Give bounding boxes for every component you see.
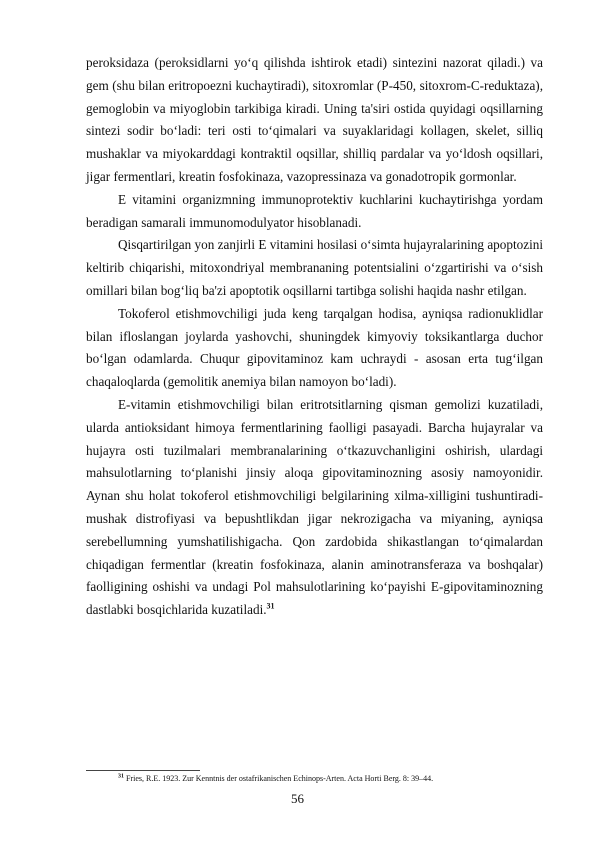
paragraph-with-footnote bbox=[86, 394, 543, 622]
footnote-number: 31 bbox=[118, 773, 124, 780]
footnote bbox=[118, 773, 543, 784]
footnote-divider bbox=[86, 770, 200, 771]
paragraph: Qisqartirilgan yon zanjirli E vitamini hosilasi o‘simta hujayralarining apoptozini keltirib chiqarishi, mitoxondriyal membrananing potentsialini o‘zgartirishi va o‘sish omillari bilan bog‘liq ba'zi apoptotik oqsillarni tartibga solishi haqida nashr etilgan. bbox=[86, 237, 543, 298]
paragraph: E vitamini organizmning immunoprotektiv kuchlarini kuchaytirishga yordam beradigan samarali immunomodulyator hisoblanadi. bbox=[86, 191, 543, 230]
page-number: 56 bbox=[291, 791, 304, 806]
footnote-text: Fries, R.E. 1923. Zur Kenntnis der ostafrikanischen Echinops-Arten. Acta Horti Berg. 8: 39–44. bbox=[126, 774, 434, 783]
footnote-reference[interactable]: 31 bbox=[266, 601, 275, 611]
paragraph: peroksidaza (peroksidlarni yo‘q qilishda ishtirok etadi) sintezini nazorat qiladi.) va gem (shu bilan eritropoezni kuchaytiradi), sitoxromlar (P-450, sitoxrom-C-reduktaza), gemoglobin va miyoglobin tarkibiga kiradi. Uning ta'siri ostida quyidagi oqsillarning sintezi sodir bo‘ladi: teri osti to‘qimalari va suyaklaridagi kollagen, skelet, silliq mushaklar va miyokarddagi kontraktil oqsillar, shilliq pardalar va yo‘ldosh oqsillari, jigar fermentlari, kreatin fosfokinaza, vazopressinaza va gonadotropik gormonlar. bbox=[86, 55, 543, 184]
document-body bbox=[86, 52, 543, 622]
paragraph-text: E-vitamin etishmovchiligi bilan eritrotsitlarning qisman gemolizi kuzatiladi, ularda antioksidant himoya fermentlarining faolligi pasayadi. Barcha hujayralar va hujayra osti tuzilmalari membranalarining o‘tkazuvchanligini oshirish, ulardagi mahsulotlarning to‘planishi jinsiy aloqa gipovitaminozning asosiy namoyonidir. Aynan shu holat tokoferol etishmovchiligi belgilarining xilma-xilligini tushuntiradi-mushak distrofiyasi va bepushtlikdan jigar nekrozigacha va miyaning, ayniqsa serebellumning yumshatilishigacha. Qon zardobida shikastlangan to‘qimalardan chiqadigan fermentlar (kreatin fosfokinaza, alanin aminotransferaza va boshqalar) faolligining oshishi va undagi Pol mahsulotlarining ko‘payishi E-gipovitaminozning dastlabki bosqichlarida kuzatiladi. bbox=[86, 396, 543, 618]
paragraph: Tokoferol etishmovchiligi juda keng tarqalgan hodisa, ayniqsa radionuklidlar bilan ifloslangan joylarda yashovchi, shuningdek kimyoviy toksikantlarga duchor bo‘lgan odamlarda. Chuqur gipovitaminoz kam uchraydi - asosan erta tug‘ilgan chaqaloqlarda (gemolitik anemiya bilan namoyon bo‘ladi). bbox=[86, 305, 543, 390]
